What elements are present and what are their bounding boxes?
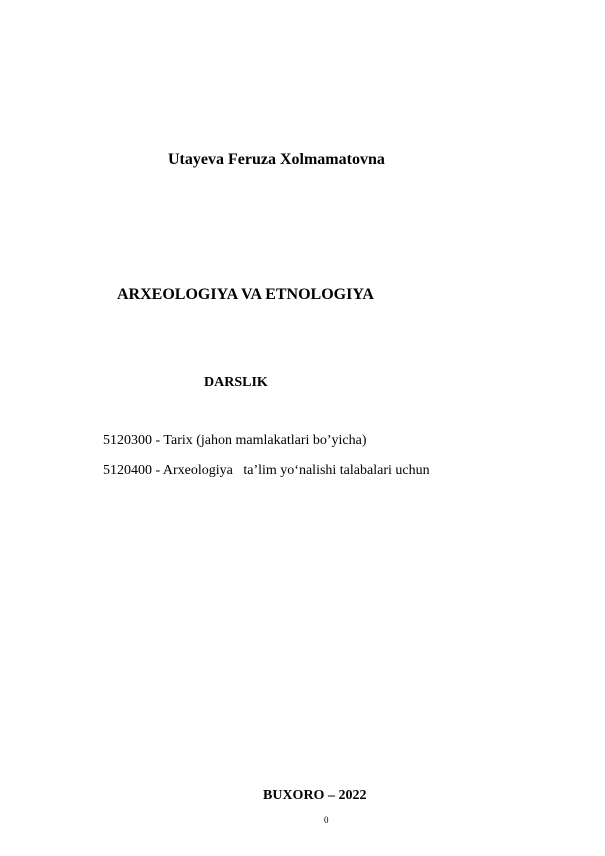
document-type: DARSLIK (204, 375, 268, 390)
page-number: 0 (324, 815, 329, 825)
city-year: BUXORO – 2022 (263, 788, 367, 803)
specialty-line-1: 5120300 - Tarix (jahon mamlakatlari bo’yicha) (103, 433, 367, 448)
specialty-line-2: 5120400 - Arxeologiya ta’lim yo‘nalishi talabalari uchun (103, 463, 430, 478)
book-title: ARXEOLOGIYA VA ETNOLOGIYA (117, 286, 374, 303)
author-name: Utayeva Feruza Xolmamatovna (168, 151, 385, 168)
